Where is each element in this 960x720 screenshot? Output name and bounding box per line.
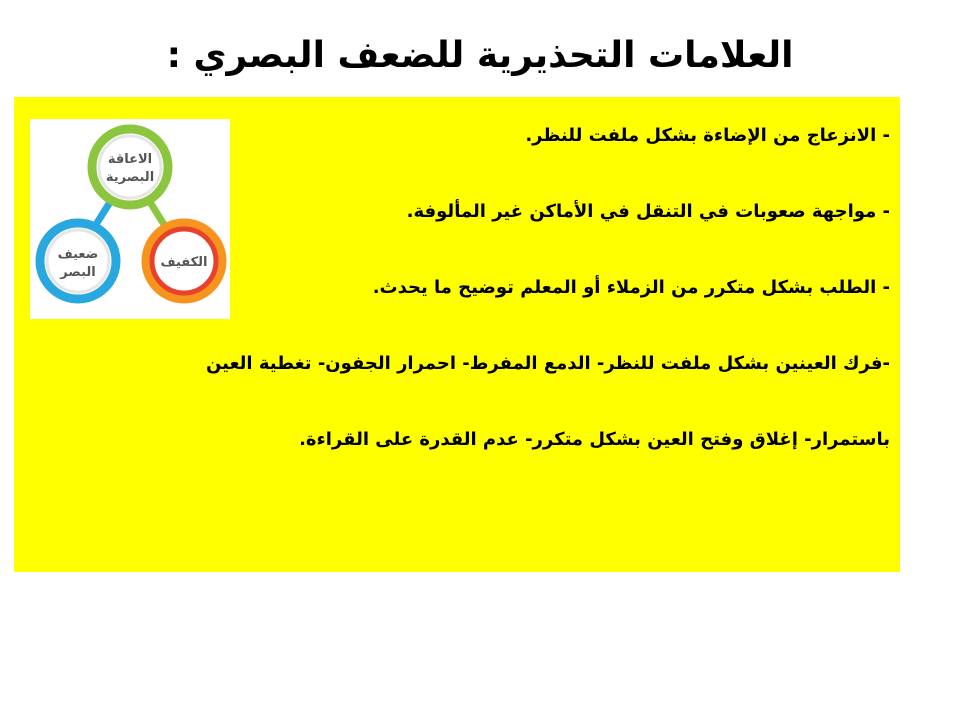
top-label-line2: البصرية [105,170,155,185]
top-label-line1: الاعاقة [107,152,153,167]
diagram-svg [30,119,230,319]
content-panel [14,97,900,572]
list-item: -فرك العينين بشكل ملفت للنظر- الدمع المفرط- احمرار الجفون- تغطية العين [205,353,890,374]
right-label: الكفيف [160,255,208,270]
top-ring [92,129,168,205]
slide-title: العلامات التحذيرية للضعف البصري : [166,35,794,76]
left-label-line1: ضعيف [57,247,99,262]
list-item: - الطلب بشكل متكرر من الزملاء أو المعلم توضيح ما يحدث. [372,277,890,298]
list-item: - مواجهة صعوبات في التنقل في الأماكن غير المألوفة. [406,201,890,222]
visual-impairment-diagram [30,119,230,319]
list-item: - الانزعاج من الإضاءة بشكل ملفت للنظر. [525,125,890,146]
left-label-line2: البصر [60,265,96,280]
list-item: باستمرار- إغلاق وفتح العين بشكل متكرر- عدم القدرة على القراءة. [299,429,890,450]
